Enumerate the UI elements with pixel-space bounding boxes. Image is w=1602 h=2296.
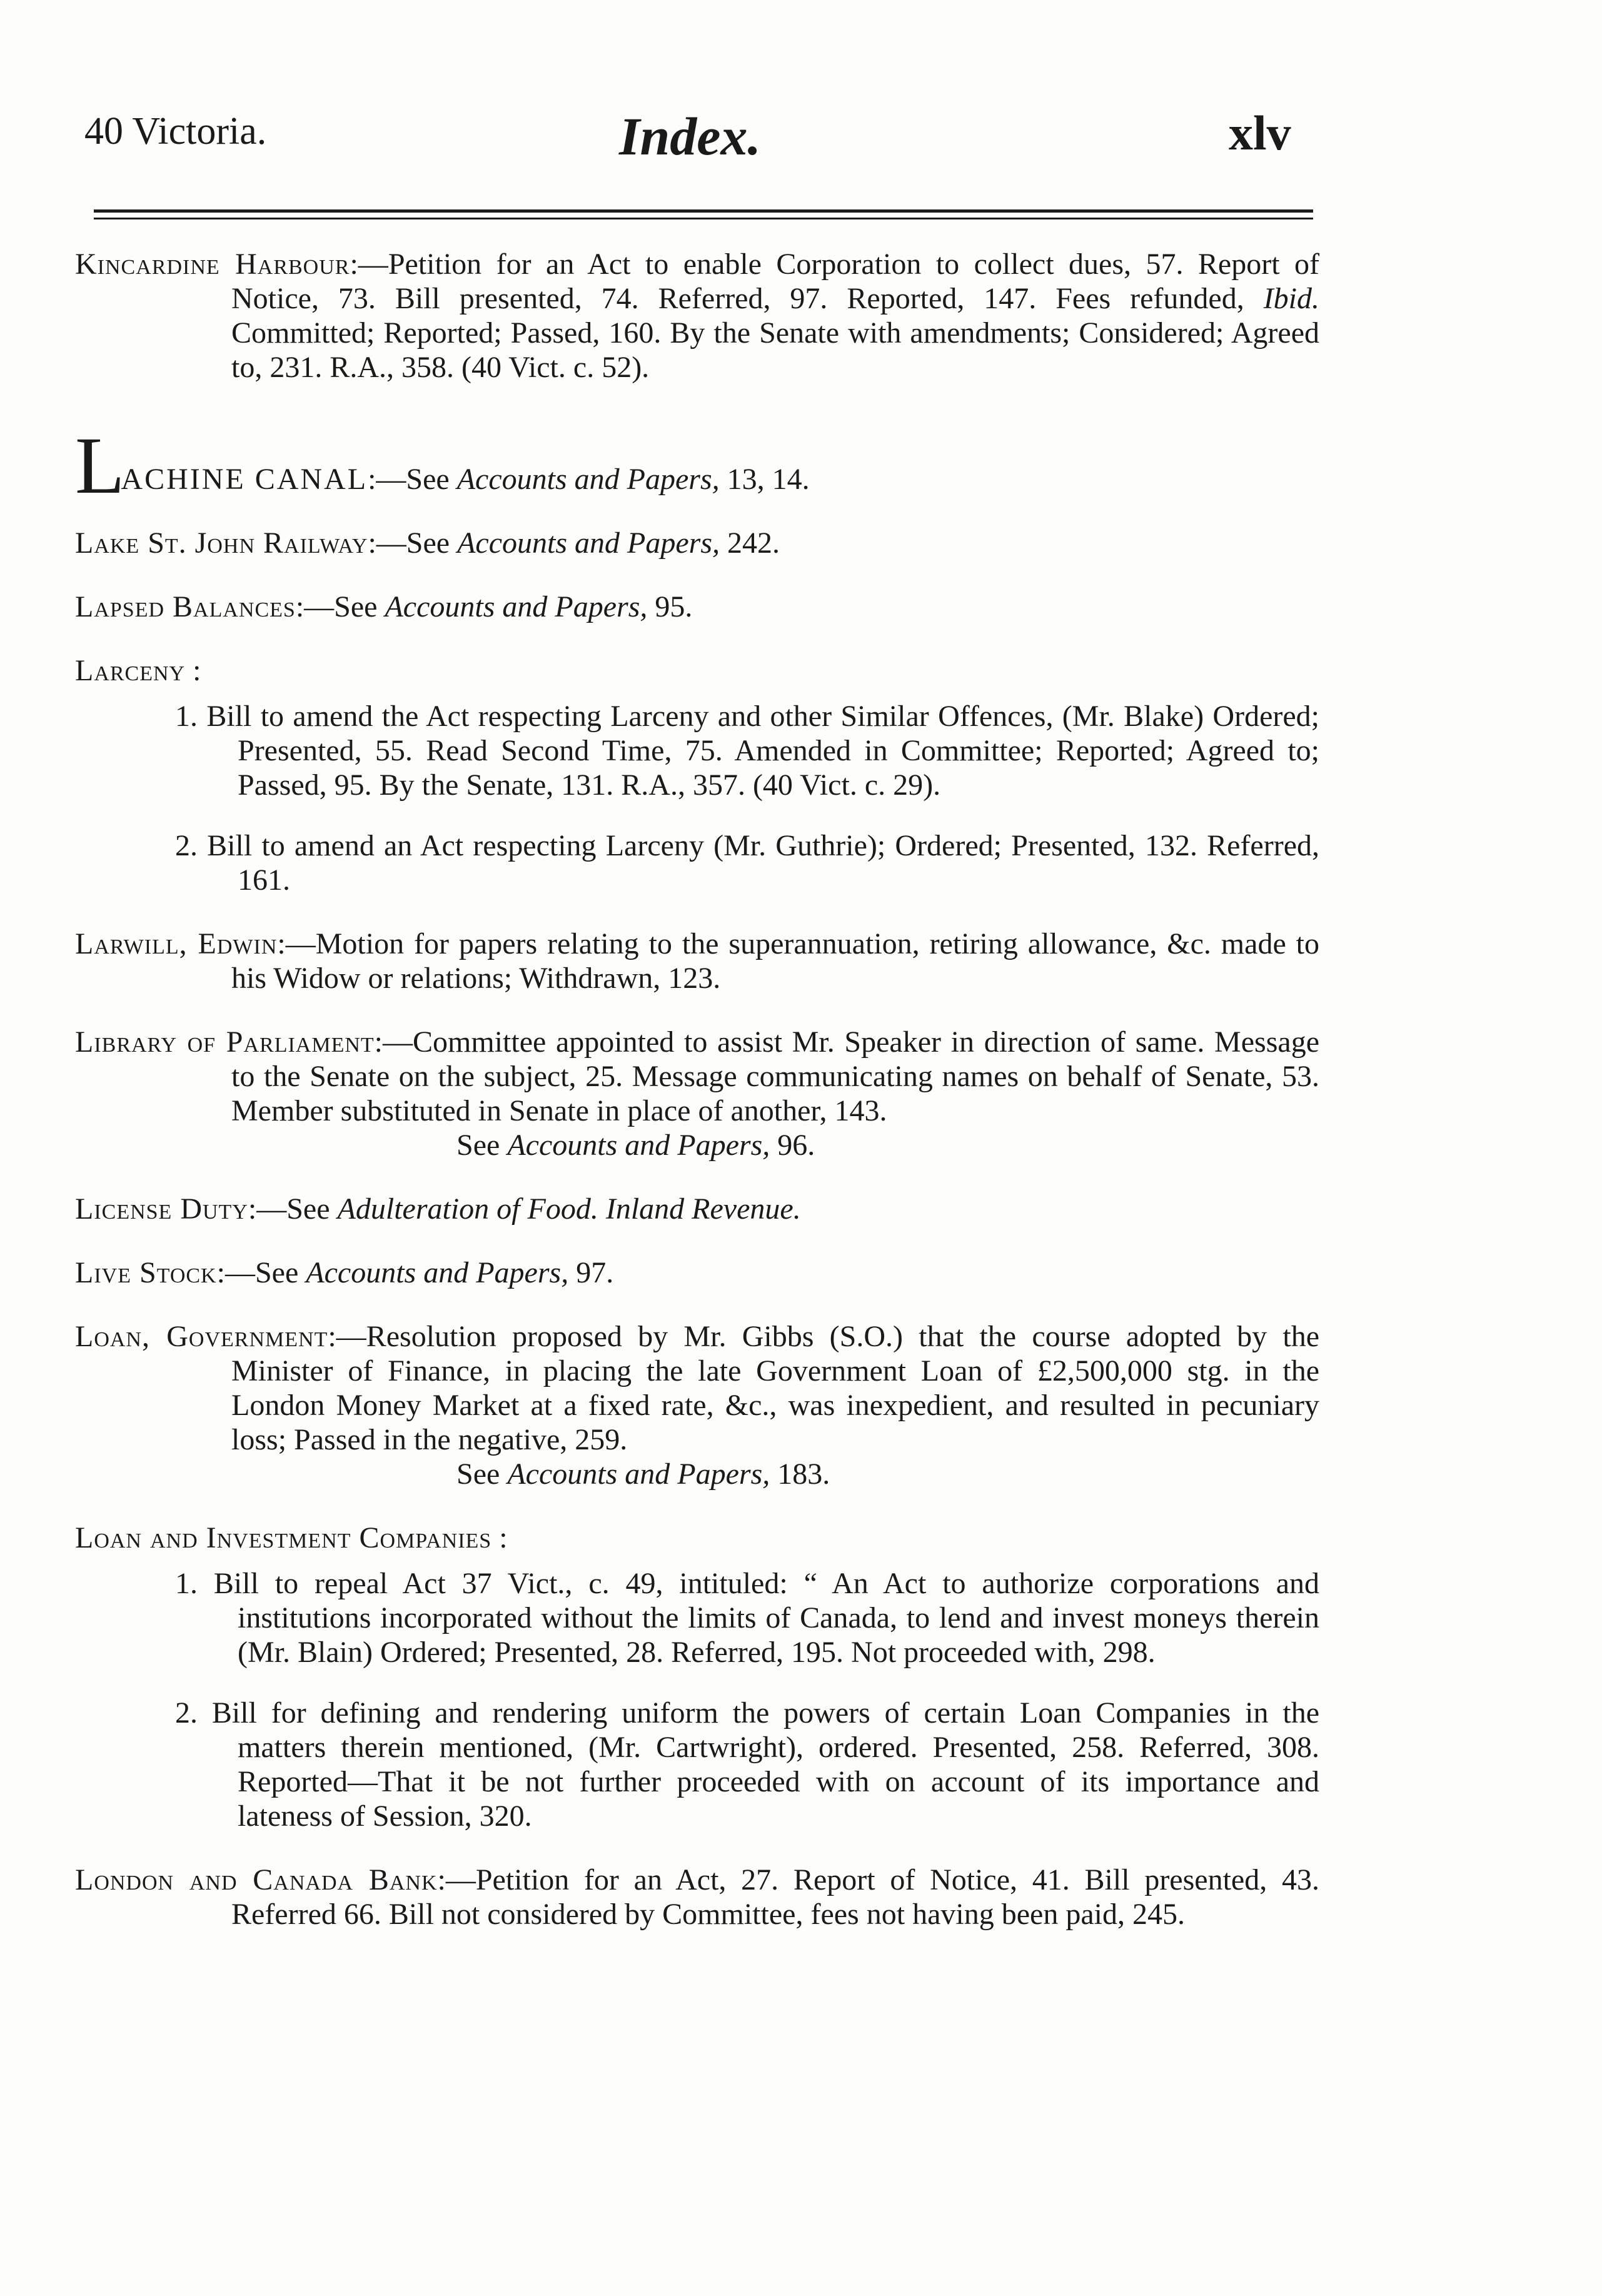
entry-heading: London and Canada Bank — [75, 1863, 438, 1896]
entry-separator: :— — [277, 927, 316, 960]
section-drop-cap: L — [75, 421, 125, 511]
index-entry-live-stock — [75, 1256, 1319, 1290]
entry-heading: Larwill, Edwin — [75, 927, 278, 960]
index-entry-lapsed-balances — [75, 590, 1319, 624]
entry-heading: Kincardine Harbour — [75, 248, 350, 281]
see-label: See — [456, 1458, 508, 1491]
index-entry-lake-st-john-railway — [75, 526, 1319, 560]
cross-reference: Accounts and Papers, — [385, 590, 648, 623]
sub-entry: 2. Bill to amend an Act respecting Larceny (Mr. Guthrie); Ordered; Presented, 132. Referred, 161. — [175, 829, 1319, 897]
index-entry-lachine-canal — [75, 421, 1319, 511]
index-entry-loan-and-investment-companies — [75, 1521, 1319, 1833]
cross-reference: Adulteration of Food. Inland Revenue. — [337, 1192, 801, 1226]
entry-heading: ACHINE CANAL — [121, 463, 368, 496]
index-entry-kincardine-harbour — [75, 247, 1319, 385]
cross-reference: Accounts and Papers, — [456, 463, 720, 496]
index-body — [75, 247, 1319, 1961]
page-references: 13, 14. — [719, 463, 810, 496]
entry-heading: Loan, Government — [75, 1320, 328, 1353]
entry-heading: Lapsed Balances — [75, 590, 296, 623]
entry-separator: :— — [368, 526, 406, 560]
entry-separator: :— — [216, 1256, 255, 1289]
page-references: 96. — [770, 1129, 815, 1162]
page-references: 95. — [647, 590, 693, 623]
see-label: See — [406, 463, 457, 496]
entry-heading: Live Stock — [75, 1256, 217, 1289]
page-number: xlv — [1229, 106, 1291, 160]
cross-reference: Accounts and Papers, — [306, 1256, 569, 1289]
entry-text: Motion for papers relating to the superannuation, retiring allowance, &c. made to his Widow or relations; Withdrawn, 123. — [231, 927, 1319, 995]
sub-entry: 2. Bill for defining and rendering uniform the powers of certain Loan Companies in the matters therein mentioned, (Mr. Cartwright), ordered. Presented, 258. Referred, 308. Reported—That it be not further proceeded with on account of its importance and lateness of Session, 320. — [175, 1696, 1319, 1833]
see-label: See — [334, 590, 385, 623]
page-references: 242. — [720, 526, 780, 560]
running-head-title: Index. — [619, 106, 761, 166]
cross-reference: Accounts and Papers, — [457, 526, 720, 560]
index-entry-larwill-edwin — [75, 927, 1319, 995]
entry-heading: Library of Parliament — [75, 1025, 375, 1059]
entry-text: Petition for an Act to enable Corporation to collect dues, 57. Report of Notice, 73. Bill presented, 74. Referred, 97. Reported, 147. Fees refunded, — [231, 248, 1319, 315]
page-references: 183. — [770, 1458, 830, 1491]
entry-separator: :— — [295, 590, 335, 623]
running-head-session: 40 Victoria. — [84, 110, 267, 153]
entry-italic-ref: Ibid. — [1263, 282, 1319, 315]
index-entry-license-duty — [75, 1192, 1319, 1226]
entry-separator: :— — [248, 1192, 287, 1226]
page-references: 97. — [568, 1256, 614, 1289]
index-entry-loan-government — [75, 1319, 1319, 1491]
index-entry-library-of-parliament — [75, 1025, 1319, 1162]
cross-reference: Accounts and Papers, — [507, 1458, 770, 1491]
sub-entry-list — [75, 699, 1319, 897]
entry-separator: :— — [374, 1025, 413, 1059]
header-rule-thick — [94, 209, 1313, 213]
see-label: See — [254, 1256, 306, 1289]
see-label: See — [286, 1192, 338, 1226]
entry-heading: Lake St. John Railway — [75, 526, 368, 560]
see-also-line — [231, 1128, 1319, 1162]
entry-text-continued: Committed; Reported; Passed, 160. By the Senate with amendments; Considered; Agreed to, 231. R.A., 358. (40 Vict. c. 52). — [231, 316, 1319, 384]
see-label: See — [406, 526, 458, 560]
entry-heading: License Duty — [75, 1192, 248, 1226]
entry-separator: :— — [328, 1320, 366, 1353]
entry-colon: : — [491, 1521, 508, 1554]
entry-separator: :— — [368, 463, 406, 496]
entry-separator: :— — [437, 1863, 476, 1896]
entry-text: Petition for an Act, 27. Report of Notice, 41. Bill presented, 43. Referred 66. Bill not considered by Committee, fees not having been paid, 245. — [231, 1863, 1319, 1931]
entry-heading: Loan and Investment Companies — [75, 1521, 492, 1554]
entry-separator: :— — [350, 248, 388, 281]
sub-entry-list — [75, 1566, 1319, 1833]
sub-entry: 1. Bill to repeal Act 37 Vict., c. 49, intituled: “ An Act to authorize corporations and institutions incorporated without the limits of Canada, to lend and invest moneys therein (Mr. Blain) Ordered; Presented, 28. Referred, 195. Not proceeded with, 298. — [175, 1567, 1319, 1669]
see-also-line — [231, 1457, 1319, 1491]
sub-entry: 1. Bill to amend the Act respecting Larceny and other Similar Offences, (Mr. Blake) Ordered; Presented, 55. Read Second Time, 75. Amended in Committee; Reported; Agreed to; Passed, 95. By the Senate, 131. R.A., 357. (40 Vict. c. 29). — [175, 700, 1319, 802]
entry-text: Committee appointed to assist Mr. Speaker in direction of same. Message to the Senate on the subject, 25. Message communicating names on behalf of Senate, 53. Member substituted in Senate in place of another, 143. — [231, 1025, 1319, 1127]
index-entry-larceny — [75, 653, 1319, 897]
cross-reference: Accounts and Papers, — [507, 1129, 770, 1162]
index-entry-london-and-canada-bank — [75, 1863, 1319, 1931]
entry-colon: : — [185, 654, 201, 687]
entry-heading: Larceny — [75, 654, 186, 687]
header-rule-thin — [94, 218, 1313, 219]
entry-text: Resolution proposed by Mr. Gibbs (S.O.) that the course adopted by the Minister of Finance, in placing the late Government Loan of £2,500,000 stg. in the London Money Market at a fixed rate, &c., was inexpedient, and resulted in pecuniary loss; Passed in the negative, 259. — [231, 1320, 1319, 1456]
see-label: See — [456, 1129, 508, 1162]
